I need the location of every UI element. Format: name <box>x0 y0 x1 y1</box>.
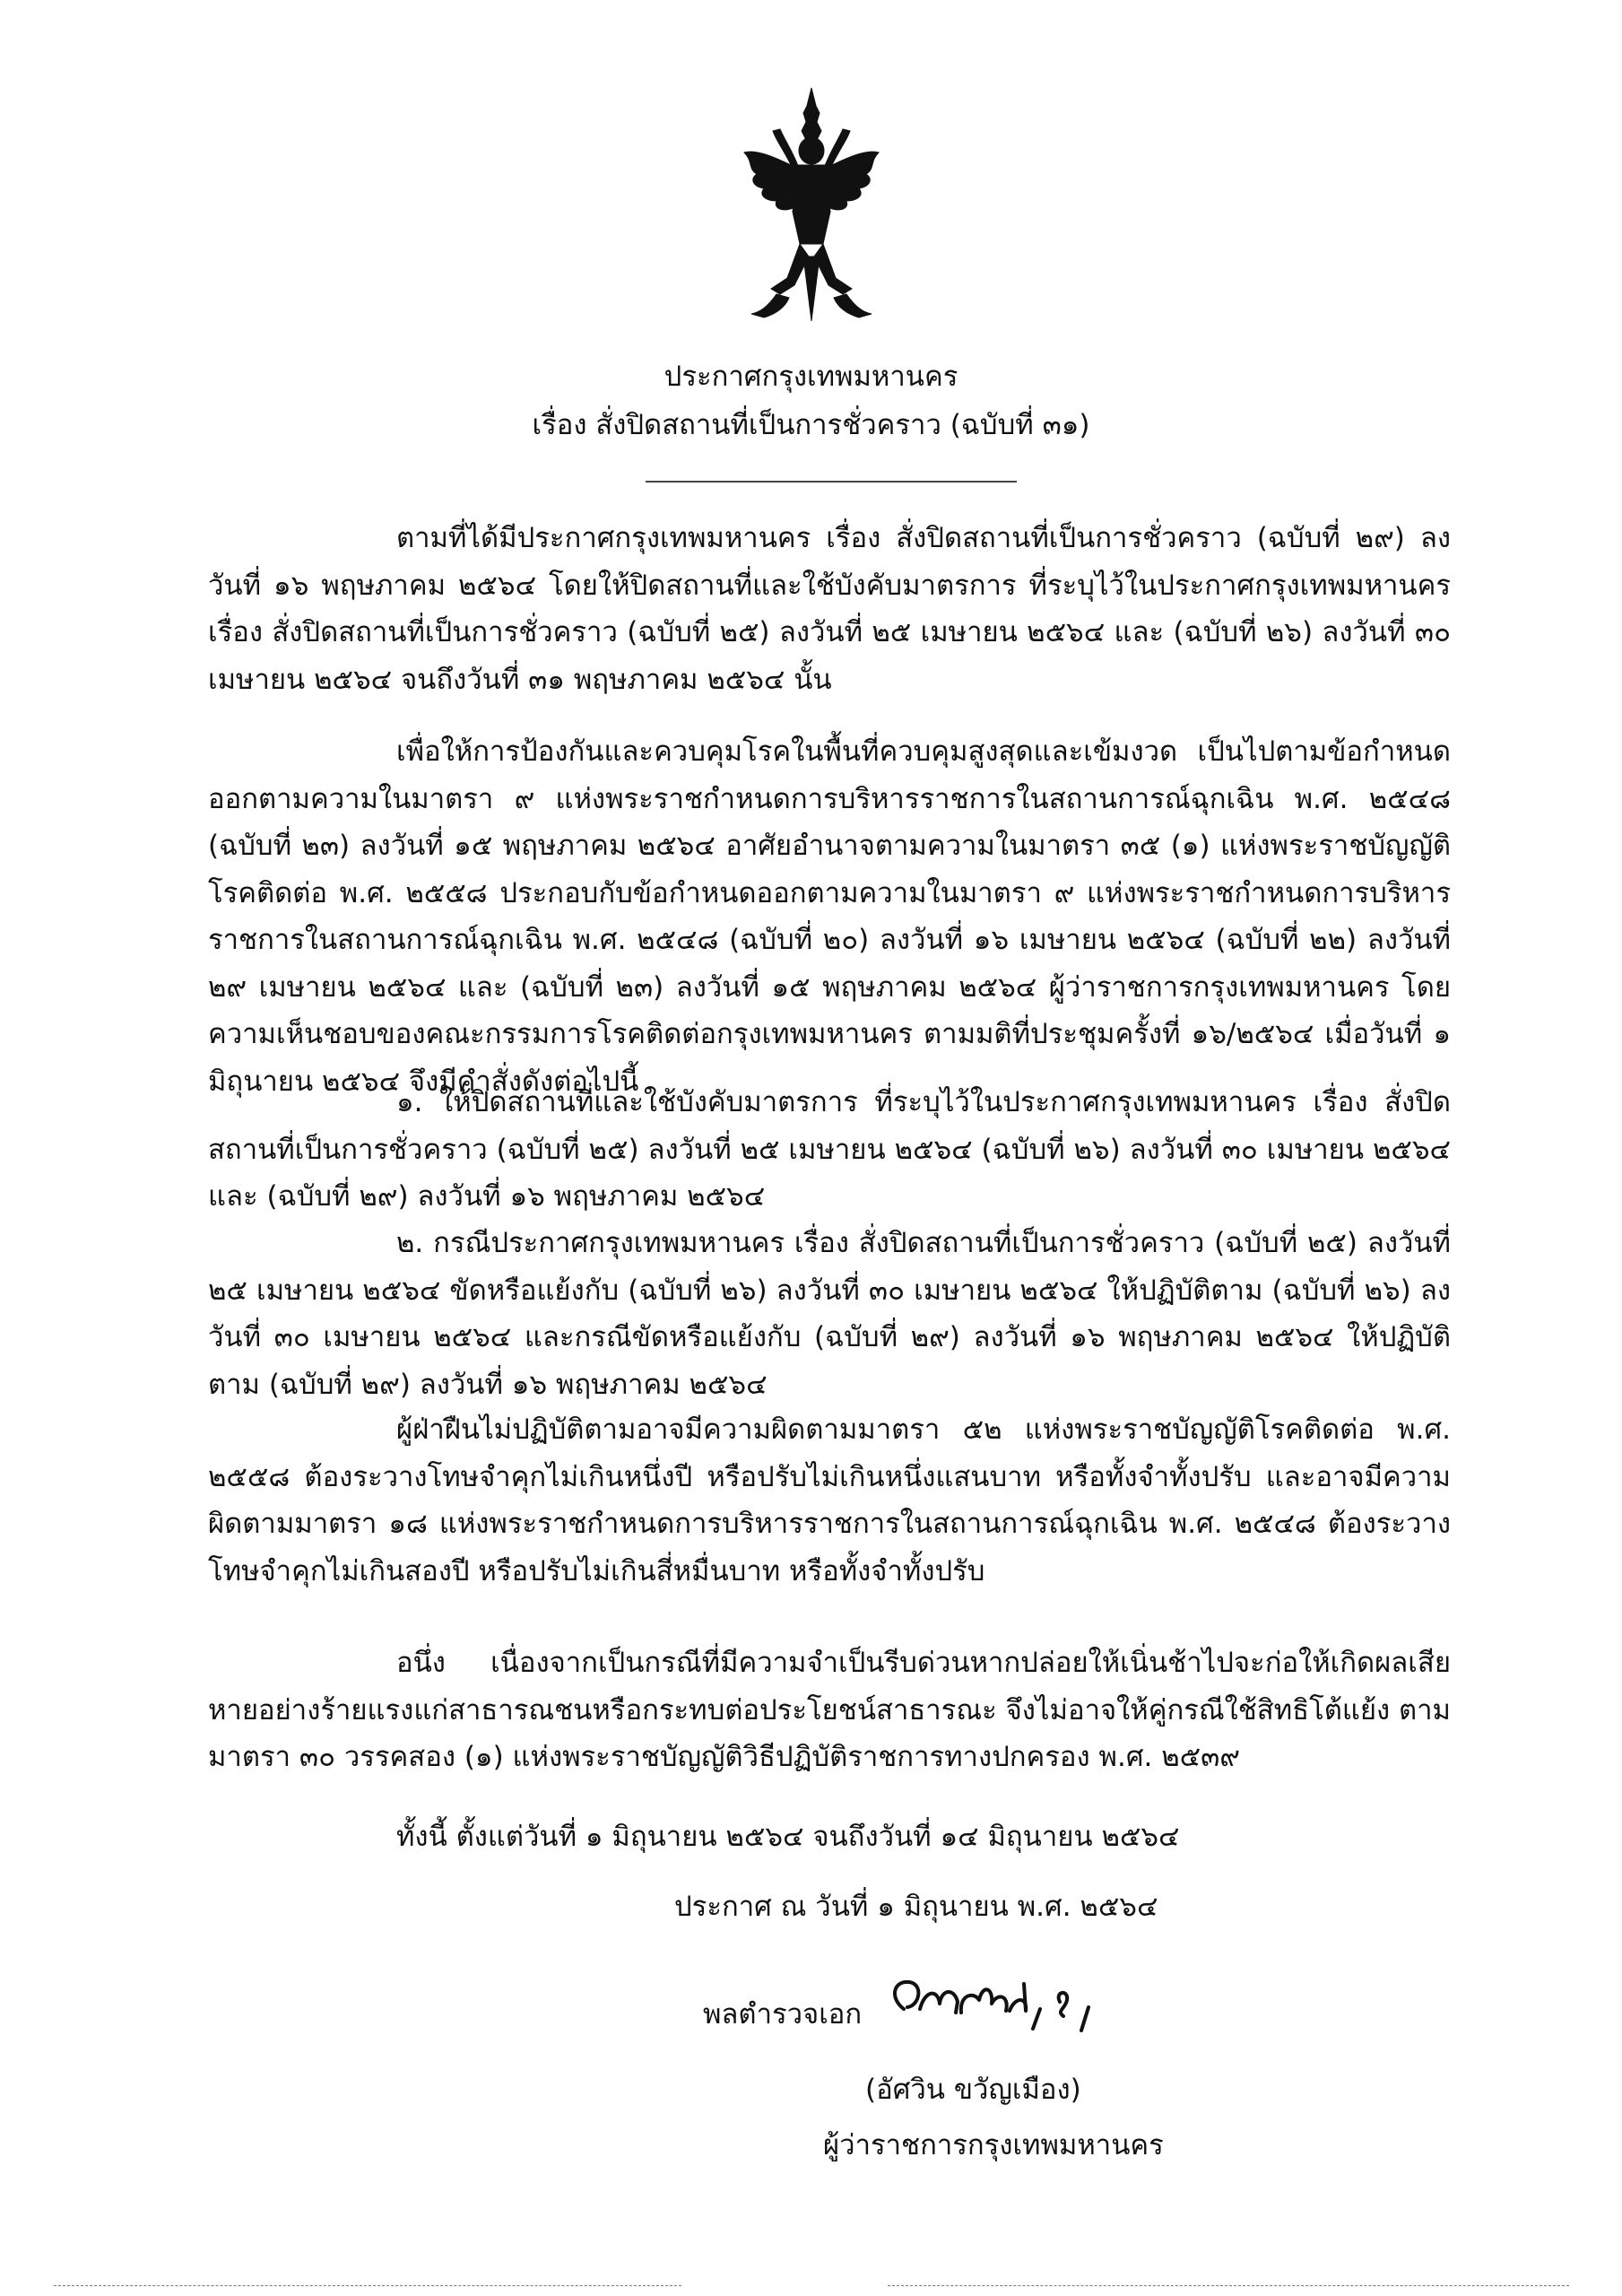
paragraph-background: ตามที่ได้มีประกาศกรุงเทพมหานคร เรื่อง สั่งปิดสถานที่เป็นการชั่วคราว (ฉบับที่ ๒๙) ลงวันที่ ๑๖ พฤษภาคม ๒๕๖๔ โดยให้ปิดสถานที่และใช้บังคับมาตรการ ที่ระบุไว้ในประกาศกรุงเทพมหานคร เรื่อง สั่งปิดสถานที่เป็นการชั่วคราว (ฉบับที่ ๒๕) ลงวันที่ ๒๕ เมษายน ๒๕๖๔ และ (ฉบับที่ ๒๖) ลงวันที่ ๓๐ เมษายน ๒๕๖๔ จนถึงวันที่ ๓๑ พฤษภาคม ๒๕๖๔ นั้น <box>208 522 1451 696</box>
paragraph-penalty: ผู้ฝ่าฝืนไม่ปฏิบัติตามอาจมีความผิดตามมาตรา ๕๒ แห่งพระราชบัญญัติโรคติดต่อ พ.ศ. ๒๕๕๘ ต้องระวางโทษจำคุกไม่เกินหนึ่งปี หรือปรับไม่เกินหนึ่งแสนบาท หรือทั้งจำทั้งปรับ และอาจมีความผิดตามมาตรา ๑๘ แห่งพระราชกำหนดการบริหารราชการในสถานการณ์ฉุกเฉิน พ.ศ. ๒๕๔๘ ต้องระวางโทษจำคุกไม่เกินสองปี หรือปรับไม่เกินสี่หมื่นบาท หรือทั้งจำทั้งปรับ <box>208 1413 1451 1587</box>
signer-position: ผู้ว่าราชการกรุงเทพมหานคร <box>823 2129 1164 2161</box>
handwritten-signature <box>884 1957 1119 2043</box>
effective-period: ทั้งนี้ ตั้งแต่วันที่ ๑ มิถุนายน ๒๕๖๔ จนถึงวันที่ ๑๔ มิถุนายน ๒๕๖๔ <box>396 1821 1180 1853</box>
footer-divider-left <box>54 2285 681 2286</box>
announcement-date: ประกาศ ณ วันที่ ๑ มิถุนายน พ.ศ. ๒๕๖๔ <box>674 1891 1158 1923</box>
signer-rank: พลตำรวจเอก <box>703 1998 863 2031</box>
order-item-2: ๒. กรณีประกาศกรุงเทพมหานคร เรื่อง สั่งปิดสถานที่เป็นการชั่วคราว (ฉบับที่ ๒๕) ลงวันที่ ๒๕ เมษายน ๒๕๖๔ ขัดหรือแย้งกับ (ฉบับที่ ๒๖) ลงวันที่ ๓๐ เมษายน ๒๕๖๔ ให้ปฏิบัติตาม (ฉบับที่ ๒๖) ลงวันที่ ๓๐ เมษายน ๒๕๖๔ และกรณีขัดหรือแย้งกับ (ฉบับที่ ๒๙) ลงวันที่ ๑๖ พฤษภาคม ๒๕๖๔ ให้ปฏิบัติตาม (ฉบับที่ ๒๙) ลงวันที่ ๑๖ พฤษภาคม ๒๕๖๔ <box>208 1227 1451 1401</box>
footer-divider-right <box>888 2285 1569 2286</box>
document-title: ประกาศกรุงเทพมหานคร <box>664 361 958 393</box>
signer-name: (อัศวิน ขวัญเมือง) <box>865 2074 1081 2106</box>
document-subject: เรื่อง สั่งปิดสถานที่เป็นการชั่วคราว (ฉบับที่ ๓๑) <box>532 409 1090 441</box>
title-divider <box>646 481 1017 483</box>
order-item-1: ๑. ให้ปิดสถานที่และใช้บังคับมาตรการ ที่ระบุไว้ในประกาศกรุงเทพมหานคร เรื่อง สั่งปิดสถานที่เป็นการชั่วคราว (ฉบับที่ ๒๕) ลงวันที่ ๒๕ เมษายน ๒๕๖๔ (ฉบับที่ ๒๖) ลงวันที่ ๓๐ เมษายน ๒๕๖๔ และ (ฉบับที่ ๒๙) ลงวันที่ ๑๖ พฤษภาคม ๒๕๖๔ <box>208 1086 1451 1213</box>
paragraph-authority: เพื่อให้การป้องกันและควบคุมโรคในพื้นที่ควบคุมสูงสุดและเข้มงวด เป็นไปตามข้อกำหนดออกตามความในมาตรา ๙ แห่งพระราชกำหนดการบริหารราชการในสถานการณ์ฉุกเฉิน พ.ศ. ๒๕๔๘ (ฉบับที่ ๒๓) ลงวันที่ ๑๕ พฤษภาคม ๒๕๖๔ อาศัยอำนาจตามความในมาตรา ๓๕ (๑) แห่งพระราชบัญญัติโรคติดต่อ พ.ศ. ๒๕๕๘ ประกอบกับข้อกำหนดออกตามความในมาตรา ๙ แห่งพระราชกำหนดการบริหารราชการในสถานการณ์ฉุกเฉิน พ.ศ. ๒๕๔๘ (ฉบับที่ ๒๐) ลงวันที่ ๑๖ เมษายน ๒๕๖๔ (ฉบับที่ ๒๒) ลงวันที่ ๒๙ เมษายน ๒๕๖๔ และ (ฉบับที่ ๒๓) ลงวันที่ ๑๕ พฤษภาคม ๒๕๖๔ ผู้ว่าราชการกรุงเทพมหานคร โดยความเห็นชอบของคณะกรรมการโรคติดต่อกรุงเทพมหานคร ตามมติที่ประชุมครั้งที่ ๑๖/๒๕๖๔ เมื่อวันที่ ๑ มิถุนายน ๒๕๖๔ จึงมีคำสั่งดังต่อไปนี้ <box>208 735 1451 1098</box>
paragraph-urgency: อนึ่ง เนื่องจากเป็นกรณีที่มีความจำเป็นรีบด่วนหากปล่อยให้เนิ่นช้าไปจะก่อให้เกิดผลเสียหายอย่างร้ายแรงแก่สาธารณชนหรือกระทบต่อประโยชน์สาธารณะ จึงไม่อาจให้คู่กรณีใช้สิทธิโต้แย้ง ตามมาตรา ๓๐ วรรคสอง (๑) แห่งพระราชบัญญัติวิธีปฏิบัติราชการทางปกครอง พ.ศ. ๒๕๓๙ <box>208 1647 1451 1773</box>
garuda-emblem-icon <box>741 86 882 324</box>
